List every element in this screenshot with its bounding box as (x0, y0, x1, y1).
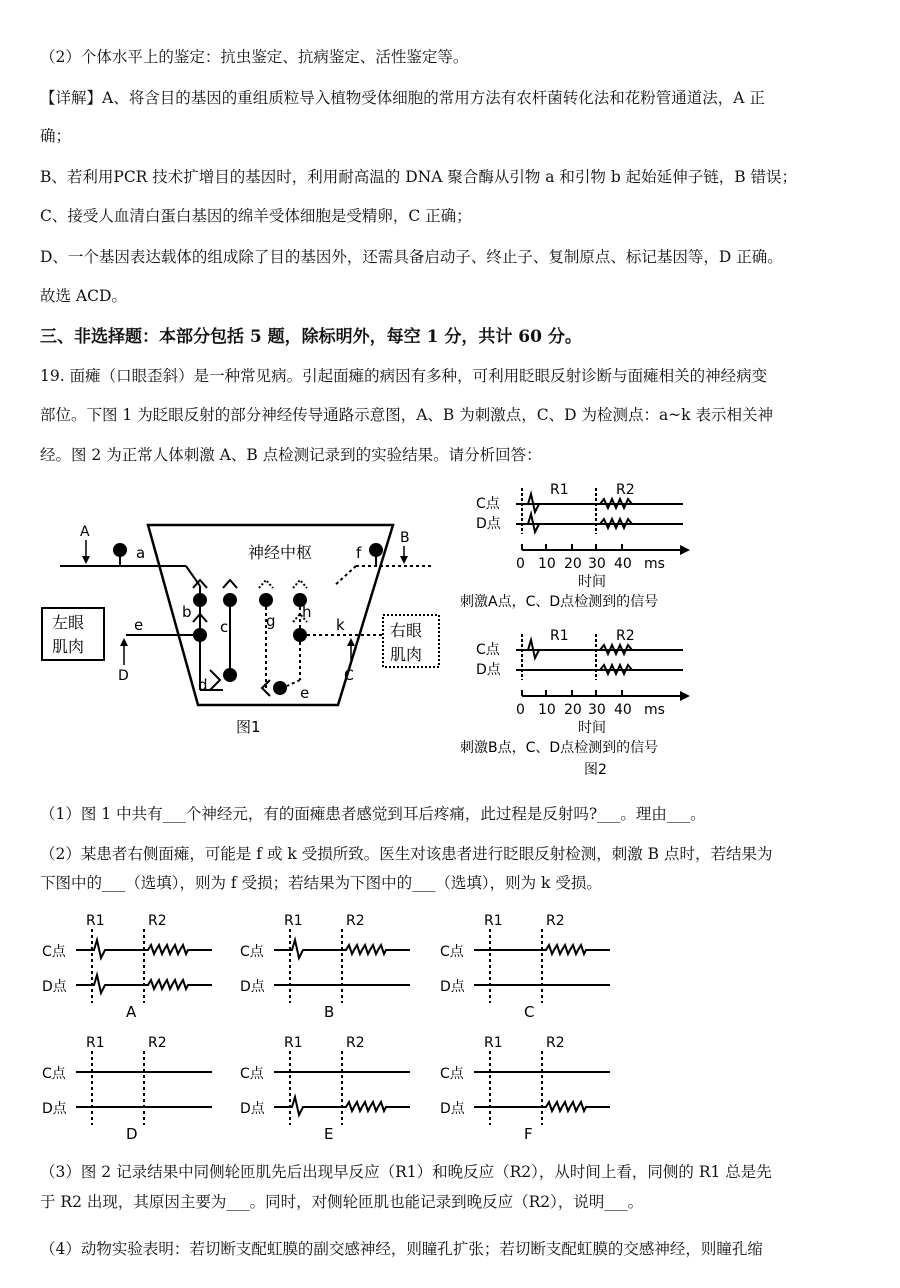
peak-label-r1: R1 (550, 628, 569, 644)
text-line: 【详解】A、将含目的基因的重组质粒导入植物受体细胞的常用方法有农杆菌转化法和花粉管通道法，A 正 (40, 89, 765, 107)
nerve-label-f: f (356, 544, 362, 562)
section-title: 三、非选择题：本部分包括 5 题，除标明外，每空 1 分，共计 60 分。 (40, 327, 582, 347)
axis-label: 时间 (578, 574, 606, 590)
question-2-line: （2）某患者右侧面瘫，可能是 f 或 k 受损所致。医生对该患者进行眨眼反射检测，刺激 B 点时，若结果为 (40, 845, 773, 863)
row-label-d: D点 (240, 1101, 265, 1117)
signal-trace (474, 1102, 610, 1111)
tick-label: 20 (564, 702, 582, 718)
center-label: 神经中枢 (248, 543, 313, 562)
option-letter: A (126, 1003, 137, 1021)
left-box-line1: 左眼 (52, 613, 85, 632)
row-label-c: C点 (240, 944, 264, 960)
row-label-c: C点 (440, 1066, 464, 1082)
text-line: C、接受人血清白蛋白基因的绵羊受体细胞是受精卵，C 正确； (40, 207, 472, 225)
peak-label-r2: R2 (346, 913, 365, 929)
question-1: （1）图 1 中共有___个神经元，有的面瘫患者感觉到耳后疼痛，此过程是反射吗?___。理由___。 (40, 805, 706, 823)
tick-label: 40 (614, 702, 632, 718)
option-letter: E (324, 1125, 334, 1143)
tick-label: 10 (538, 702, 556, 718)
question-4: （4）动物实验表明：若切断支配虹膜的副交感神经，则瞳孔扩张；若切断支配虹膜的交感神经，则瞳孔缩 (40, 1240, 763, 1258)
figure-2-signals (458, 478, 718, 778)
row-label-d: D点 (476, 516, 501, 532)
peak-label-r1: R1 (550, 482, 569, 498)
signal-trace (474, 945, 610, 954)
row-label-d: D点 (476, 662, 501, 678)
peak-label-r2: R2 (546, 913, 565, 929)
tick-label: 30 (588, 556, 606, 572)
nerve-label-g: e (300, 684, 310, 702)
peak-label-r2: R2 (546, 1035, 565, 1051)
tick-label: 20 (564, 556, 582, 572)
peak-label-r2: R2 (148, 913, 167, 929)
text-line: 故选 ACD。 (40, 287, 127, 305)
question-3-line: 于 R2 出现，其原因主要为___。同时，对侧轮匝肌也能记录到晚反应（R2），说明___。 (40, 1193, 644, 1211)
tick-unit: ms (644, 556, 665, 572)
figure-1-caption: 图1 (236, 718, 261, 736)
figure-2-caption: 图2 (584, 762, 607, 778)
peak-label-r1: R1 (86, 913, 105, 929)
peak-label-r1: R1 (284, 1035, 303, 1051)
text-line: （2）个体水平上的鉴定：抗虫鉴定、抗病鉴定、活性鉴定等。 (40, 48, 469, 66)
option-letter: F (524, 1125, 533, 1143)
text-line: 19. 面瘫（口眼歪斜）是一种常见病。引起面瘫的病因有多种，可利用眨眼反射诊断与面瘫相关的神经病变 (40, 367, 768, 385)
row-label-c: C点 (476, 642, 500, 658)
point-label-D: D (118, 668, 129, 684)
peak-label-r1: R1 (484, 913, 503, 929)
question-3-line: （3）图 2 记录结果中同侧轮匝肌先后出现早反应（R1）和晚反应（R2），从时间上看，同侧的 R1 总是先 (40, 1163, 772, 1181)
nerve-label-i: h (302, 603, 312, 621)
nerve-label-d: d (198, 676, 208, 694)
axis-label: 时间 (578, 720, 606, 736)
row-label-c: C点 (42, 1066, 66, 1082)
tick-label: 0 (516, 556, 525, 572)
right-box-line1: 右眼 (390, 621, 423, 640)
point-label-B: B (400, 530, 410, 546)
tick-label: 10 (538, 556, 556, 572)
left-box-line2: 肌肉 (52, 637, 85, 656)
option-letter: D (126, 1125, 138, 1143)
text-line: B、若利用PCR 技术扩增目的基因时，利用耐高温的 DNA 聚合酶从引物 a 和引物 b 起始延伸子链，B 错误； (40, 168, 798, 186)
text-line: 确； (40, 127, 72, 145)
option-letter: C (524, 1003, 535, 1021)
point-label-C: C (344, 668, 354, 684)
text-line: 部位。下图 1 为眨眼反射的部分神经传导通路示意图，A、B 为刺激点，C、D 为检测点：a~k 表示相关神 (40, 406, 773, 424)
panel-b-caption: 刺激B点，C、D点检测到的信号 (460, 740, 659, 756)
row-label-d: D点 (42, 979, 67, 995)
row-label-c: C点 (240, 1066, 264, 1082)
nerve-label-e-text: e (134, 616, 144, 634)
panel-a-caption: 刺激A点，C、D点检测到的信号 (460, 594, 659, 610)
row-label-c: C点 (476, 496, 500, 512)
peak-label-r2: R2 (346, 1035, 365, 1051)
tick-label: 30 (588, 702, 606, 718)
peak-label-r2: R2 (616, 628, 635, 644)
row-label-d: D点 (440, 979, 465, 995)
nerve-label-c: c (220, 618, 229, 636)
figure-1-diagram (38, 520, 448, 740)
option-letter: B (324, 1003, 335, 1021)
row-label-c: C点 (440, 944, 464, 960)
nerve-label-b: b (182, 603, 192, 621)
peak-label-r1: R1 (484, 1035, 503, 1051)
tick-label: 40 (614, 556, 632, 572)
row-label-d: D点 (440, 1101, 465, 1117)
point-label-A: A (80, 524, 90, 540)
row-label-d: D点 (42, 1101, 67, 1117)
right-box-line2: 肌肉 (390, 645, 423, 664)
tick-unit: ms (644, 702, 665, 718)
row-label-c: C点 (42, 944, 66, 960)
options-diagram (36, 905, 626, 1147)
tick-label: 0 (516, 702, 525, 718)
question-2-line: 下图中的___（选填），则为 f 受损；若结果为下图中的___（选填），则为 k 受损。 (40, 874, 602, 892)
nerve-label-k: k (336, 616, 345, 634)
nerve-label-h: g (266, 612, 276, 630)
text-line: D、一个基因表达载体的组成除了目的基因外，还需具备启动子、终止子、复制原点、标记基因等，D 正确。 (40, 248, 783, 266)
peak-label-r2: R2 (148, 1035, 167, 1051)
row-label-d: D点 (240, 979, 265, 995)
nerve-label-a: a (136, 544, 146, 562)
text-line: 经。图 2 为正常人体刺激 A、B 点检测记录到的实验结果。请分析回答： (40, 446, 542, 464)
peak-label-r1: R1 (284, 913, 303, 929)
peak-label-r2: R2 (616, 482, 635, 498)
peak-label-r1: R1 (86, 1035, 105, 1051)
